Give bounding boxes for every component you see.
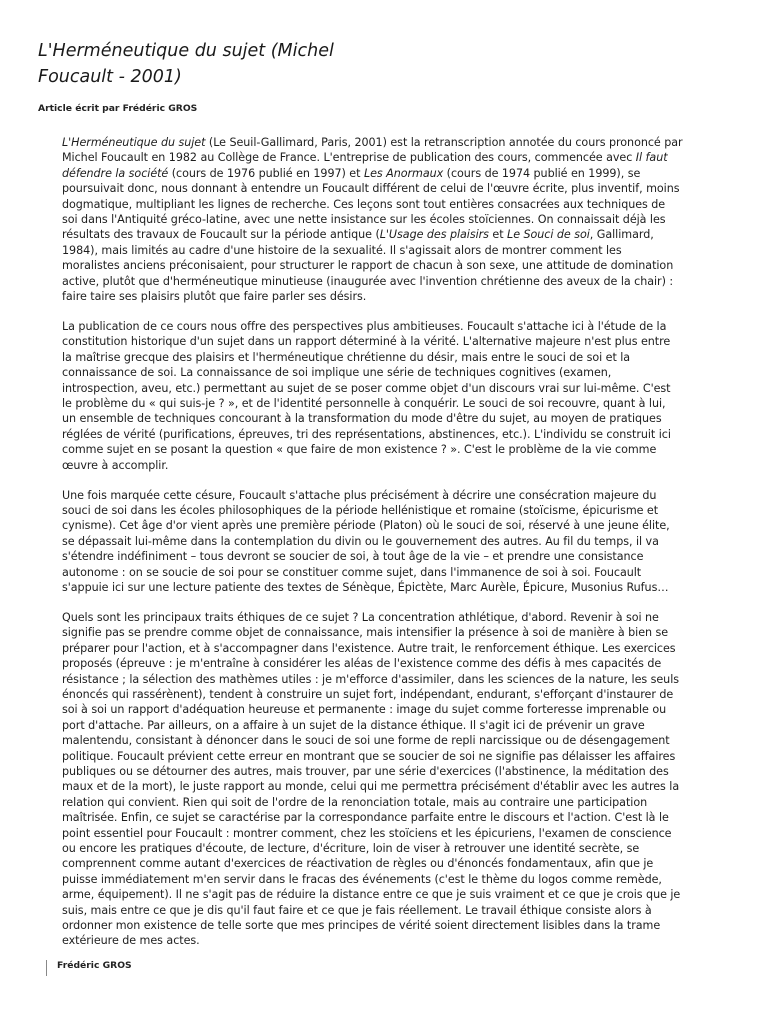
text-run: ou encore les pratiques d'écoute, de lecture, d'écriture, loin de viser à retrouver une identité secrète, se — [62, 841, 640, 855]
text-run: œuvre à accomplir. — [62, 458, 169, 472]
text-run: s'appuie ici sur une lecture patiente des textes de Sénèque, Épictète, Marc Aurèle, Épicure, Musonius Rufus… — [62, 580, 669, 594]
italic-title-text: Le Souci de soi — [507, 228, 590, 242]
text-line — [62, 610, 712, 625]
text-line — [62, 319, 712, 334]
title-line-2: Foucault - 2001) — [38, 67, 182, 87]
text-line — [62, 779, 712, 794]
paragraph-1 — [62, 135, 712, 304]
text-line — [62, 841, 712, 856]
text-line — [62, 458, 712, 473]
text-run: poursuivait donc, nous donnant à entendre un Foucault différent de celui de l'œuvre écrite, plus inventif, moins — [62, 182, 680, 196]
text-run: résistance ; la sélection des mathèmes utiles : je m'efforce d'assimiler, dans les sciences de la nature, les seuls — [62, 672, 679, 686]
text-run: publiques ou se détourner des autres, mais trouver, par une série d'exercices (l'abstinence, la méditation des — [62, 764, 669, 778]
text-line — [62, 810, 712, 825]
text-run: préparer pour l'action, et à s'accompagner dans l'existence. Autre trait, le renforcement éthique. Les exercices — [62, 641, 676, 655]
text-line — [62, 872, 712, 887]
text-run: Michel Foucault en 1982 au Collège de France. L'entreprise de publication des cours, commencée avec — [62, 151, 636, 165]
text-line — [62, 826, 712, 841]
paragraph-3 — [62, 488, 712, 596]
text-run: arme, équipement). Il ne s'agit pas de réduire la distance entre ce que je suis vraiment et ce que je crois que je — [62, 888, 681, 902]
text-run: souci de soi dans les écoles philosophiques de la période hellénistique et romaine (stoïcisme, épicurisme et — [62, 503, 659, 517]
text-line — [62, 687, 712, 702]
text-run: connaissance de soi. La connaissance de soi implique une série de techniques cognitives (examen, — [62, 366, 612, 380]
text-line — [62, 702, 712, 717]
text-line — [62, 856, 712, 871]
italic-title-text: L'Herméneutique du sujet — [62, 136, 206, 149]
text-line — [62, 718, 712, 733]
italic-title-text: Il faut — [635, 151, 668, 165]
text-line — [62, 764, 712, 779]
text-run: Une fois marquée cette césure, Foucault s'attache plus précisément à décrire une consécration majeure du — [62, 488, 657, 502]
text-run: comprennent comme autant d'exercices de réactivation de règles ou d'énoncés fondamentaux, afin que je — [62, 857, 654, 871]
text-line — [62, 565, 712, 580]
text-run: soi à soi un rapport d'adéquation heureuse et permanente : image du sujet comme forteresse imprenable ou — [62, 703, 667, 717]
text-line — [62, 933, 712, 948]
text-line — [62, 518, 712, 533]
text-line — [62, 365, 712, 380]
italic-title-text: défendre la société — [62, 166, 169, 180]
text-run: maux et de la mort), le juste rapport au monde, celui qui me permettra précisément d'établir avec les autres la — [62, 780, 680, 794]
text-run: signifie pas se prendre comme objet de connaissance, mais intensifier la présence à soi de manière à bien se — [62, 626, 669, 640]
text-line — [62, 274, 712, 289]
italic-title-text: Les Anormaux — [363, 166, 444, 180]
text-run: suis, mais entre ce que je dis qu'il faut faire et ce que je fais réellement. Le travail éthique consiste alors à — [62, 903, 652, 917]
text-line — [62, 733, 712, 748]
text-run: extérieure de mes actes. — [62, 934, 200, 948]
text-run: autonome : on se soucie de soi pour se constituer comme sujet, dans l'immanence de soi à soi. Foucault — [62, 565, 642, 579]
text-run: le problème du « qui suis-je ? », et de l'identité personnelle à conquérir. Le souci de soi recouvre, quant à lui, — [62, 397, 666, 410]
text-line — [62, 197, 712, 212]
text-run: , Gallimard, — [589, 228, 654, 242]
text-run: soi dans l'Antiquité gréco-latine, avec une nette insistance sur les écoles stoïciennes. On connaissait déjà les — [62, 213, 666, 227]
article-title — [38, 38, 558, 90]
text-run: faire taire ses plaisirs plutôt que faire parler ses désirs. — [62, 290, 367, 304]
paragraph-2 — [62, 319, 712, 473]
text-line — [62, 135, 712, 150]
text-run: dogmatique, multipliant les lignes de recherche. Ces leçons sont tout entières consacrées aux techniques de — [62, 197, 666, 211]
text-run: malentendu, consistant à dénoncer dans le souci de soi une forme de repli narcissique ou de désengagement — [62, 734, 670, 748]
text-line — [62, 580, 712, 595]
text-line — [62, 150, 712, 165]
text-line — [62, 442, 712, 457]
text-run: la maîtrise grecque des plaisirs et l'herméneutique chrétienne du désir, mais entre le souci de soi et la — [62, 350, 631, 364]
text-line — [62, 503, 712, 518]
text-run: énoncés qui rassérènent), tendent à construire un sujet fort, indépendant, endurant, s'efforçant d'instaurer de — [62, 687, 674, 701]
text-run: résultats des travaux de Foucault sur la période antique ( — [62, 228, 380, 242]
text-line — [62, 656, 712, 671]
text-run: active, plutôt que d'herméneutique minutieuse (inaugurée avec l'invention chrétienne des aveux de la chair) : — [62, 274, 674, 288]
text-line — [62, 887, 712, 902]
text-run: La publication de ce cours nous offre des perspectives plus ambitieuses. Foucault s'attache ici à l'étude de la — [62, 319, 667, 333]
text-line — [62, 903, 712, 918]
text-run: maîtrisée. Enfin, ce sujet se caractérise par la correspondance parfaite entre le discours et l'action. C'est là le — [62, 811, 669, 825]
text-line — [62, 427, 712, 442]
text-run: réglées de vérité (purifications, épreuves, tri des représentations, abstinences, etc.). L'individu se construit ici — [62, 427, 671, 441]
text-line — [62, 918, 712, 933]
text-run: (cours de 1976 publié en 1997) et — [168, 166, 364, 180]
text-line — [62, 181, 712, 196]
text-run: constitution historique d'un sujet dans un rapport déterminé à la vérité. L'alternative majeure n'est plus entre — [62, 335, 671, 349]
text-line — [62, 350, 712, 365]
text-line — [62, 381, 712, 396]
italic-title-text: L'Usage des plaisirs — [379, 228, 489, 242]
text-run: politique. Foucault prévient cette erreur en montrant que se soucier de soi ne signifie pas délaisser les affaires — [62, 749, 676, 763]
text-run: ordonner mon existence de telle sorte que mes principes de vérité soient directement lisibles dans la trame — [62, 919, 661, 932]
text-run: relation qui convient. Rien qui soit de l'ordre de la renonciation totale, mais au contraire une participation — [62, 795, 648, 809]
text-run: 1984), mais limités au cadre d'une histoire de la sexualité. Il s'agissait alors de montrer comment les — [62, 243, 622, 257]
text-line — [62, 549, 712, 564]
text-line — [62, 749, 712, 764]
text-run: Quels sont les principaux traits éthiques de ce sujet ? La concentration athlétique, d'abord. Revenir à soi ne — [62, 610, 659, 624]
text-line — [62, 534, 712, 549]
text-line — [62, 396, 712, 411]
text-run: port d'attache. Par ailleurs, on a affaire à un sujet de la distance éthique. Il s'agit ici de prévenir un grave — [62, 718, 645, 732]
text-line — [62, 289, 712, 304]
text-run: cynisme). Cet âge d'or vient après une première période (Platon) où le souci de soi, réservé à une jeune élite, — [62, 519, 670, 533]
text-run: et — [488, 228, 508, 242]
text-run: comme sujet en se posant la question « que faire de mon existence ? ». C'est le problème de la vie comme — [62, 443, 657, 457]
text-line — [62, 795, 712, 810]
page-footer: Frédéric GROS — [46, 960, 132, 976]
text-run: point essentiel pour Foucault : montrer comment, chez les stoïciens et les épicuriens, l'examen de conscience — [62, 826, 672, 840]
text-line — [62, 625, 712, 640]
article-byline: Article écrit par Frédéric GROS — [38, 103, 198, 114]
paragraph-4 — [62, 610, 712, 949]
text-line — [62, 411, 712, 426]
text-run: moralistes anciens préconisaient, pour structurer le rapport de chacun à son sexe, une attitude de domination — [62, 259, 674, 273]
article-body — [62, 135, 712, 963]
text-run: puisse immédiatement m'en servir dans le fracas des événements (c'est le thème du logos comme remède, — [62, 872, 662, 886]
text-line — [62, 212, 712, 227]
text-line — [62, 227, 712, 242]
text-run: introspection, aveu, etc.) permettant au sujet de se poser comme objet d'un discours vrai sur lui-même. C'est — [62, 381, 671, 395]
text-line — [62, 166, 712, 181]
text-line — [62, 334, 712, 349]
title-line-1: L'Herméneutique du sujet (Michel — [38, 41, 334, 61]
text-run: (Le Seuil-Gallimard, Paris, 2001) est la retranscription annotée du cours prononcé par — [205, 136, 683, 149]
text-run: s'étendre indéfiniment – tous devront se soucier de soi, à tout âge de la vie – et prendre une consistance — [62, 550, 644, 564]
text-line — [62, 243, 712, 258]
text-run: se dépassait lui-même dans la contemplation du divin ou le gouvernement des autres. Au fil du temps, il va — [62, 534, 659, 548]
text-line — [62, 641, 712, 656]
text-run: un ensemble de techniques concourant à la transformation du mode d'être du sujet, au moyen de pratiques — [62, 412, 662, 426]
text-line — [62, 488, 712, 503]
text-run: proposés (épreuve : je m'entraîne à considérer les aléas de l'existence comme des défis à mes capacités de — [62, 657, 662, 671]
text-line — [62, 258, 712, 273]
text-line — [62, 672, 712, 687]
text-run: (cours de 1974 publié en 1999), se — [443, 166, 641, 180]
